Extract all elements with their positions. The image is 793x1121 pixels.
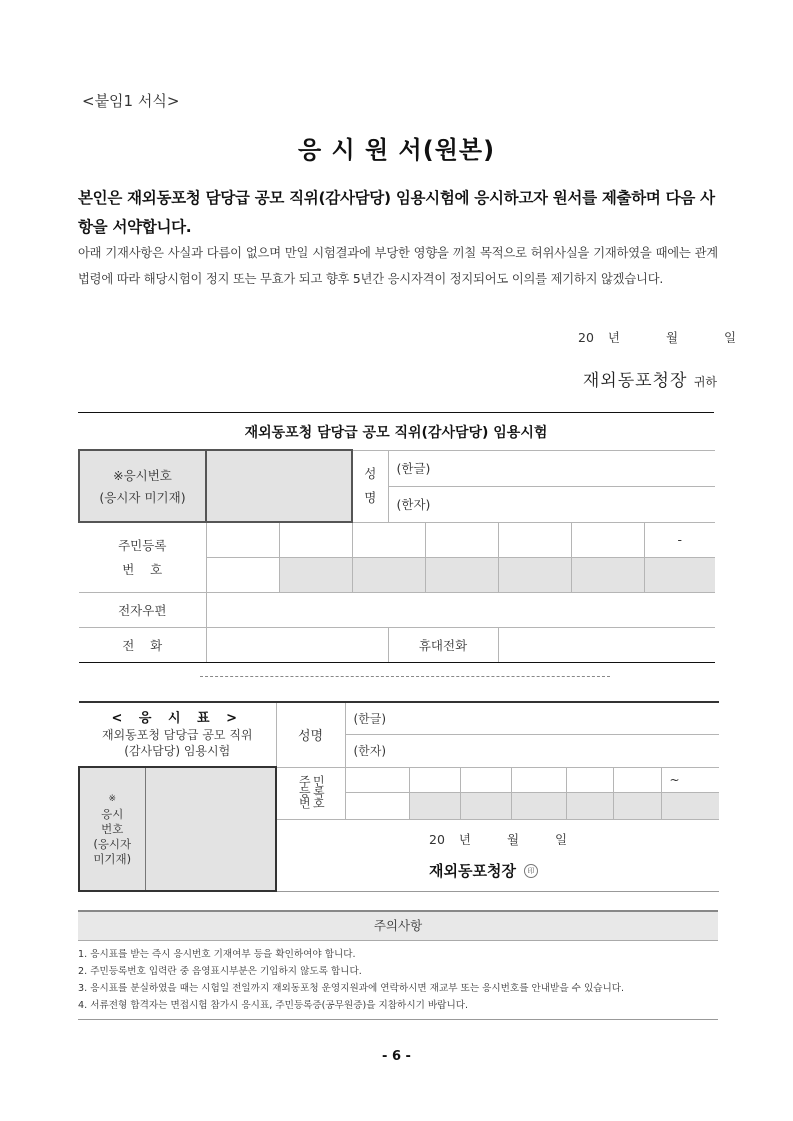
ticket-heading-cell [79,702,276,767]
name-korean-label: (한글) [396,461,431,476]
name-label-2: 명 [364,490,377,505]
resident-digit-input[interactable] [498,522,571,558]
ticket-resident-digit-input[interactable] [511,767,566,792]
resident-digit-input[interactable] [425,522,498,558]
ticket-resident-digit-shaded [613,792,661,819]
notice-item: 4. 서류전형 합격자는 면접시험 참가시 응시표, 주민등록증(공무원증)을 지참하시기 바랍니다. [78,1000,469,1011]
ticket-exam-number-label-1: 응시 [101,806,124,821]
page-number: - 6 - [382,1049,411,1064]
ticket-subtitle-1: 재외동포청 담당급 공모 직위 [101,727,253,742]
exam-ticket-table [78,701,719,892]
resident-separator-cell [644,522,715,558]
resident-digit-shaded [279,558,352,593]
form-top-rule [78,412,714,413]
ticket-name-hanja-field[interactable] [345,734,719,767]
ticket-resident-label-col1: 주등번 [297,775,312,808]
application-form-table [78,449,715,663]
ticket-exam-number-label-cell [79,767,145,891]
ticket-date-year: 년 [458,831,471,847]
ticket-exam-number-mark: ※ [108,793,117,804]
ticket-resident-separator-cell [661,767,719,792]
ticket-resident-label [297,775,324,808]
email-label-cell [79,593,206,628]
pledge-body: 아래 기재사항은 사실과 다름이 없으며 만일 시험결과에 부당한 영향을 끼칠 목적으로 허위사실을 기재하였을 때에는 관계법령에 따라 해당시험이 정지 또는 무효가 되고 향후 5년간 응시자격이 정지되어도 이의를 제기하지 않겠습니다. [78,246,718,286]
ticket-issue-cell [276,819,719,891]
notice-item: 3. 응시표를 분실하였을 때는 시험일 전일까지 재외동포청 운영지원과에 연락하시면 재교부 또는 응시번호를 안내받을 수 있습니다. [78,983,625,994]
ticket-resident-label-col2: 민록호 [311,775,326,808]
name-label-1: 성 [364,466,377,481]
page-title: 응 시 원 서(원본) [297,136,496,164]
resident-digit-input[interactable] [352,522,425,558]
ticket-name-hanja-label: (한자) [353,744,387,758]
resident-digit-shaded [571,558,644,593]
ticket-resident-digit-shaded [661,792,719,819]
email-input[interactable] [206,593,715,628]
attachment-label: <붙임1 서식> [82,92,180,110]
phone-label: 전 화 [122,638,163,653]
notice-title: 주의사항 [78,910,718,941]
ticket-resident-digit-input[interactable] [566,767,613,792]
notice-item: 1. 응시표를 받는 즉시 응시번호 기재여부 등을 확인하여야 합니다. [78,949,356,960]
ticket-exam-number-input[interactable] [145,767,276,891]
recipient [583,366,717,391]
ticket-resident-digit-input[interactable] [460,767,511,792]
ticket-date-year-prefix: 20 [429,831,445,847]
ticket-resident-label-cell [276,767,345,819]
date-day-label: 일 [724,330,737,345]
notice-list [78,946,728,1014]
resident-number-label-cell [79,522,206,593]
ticket-exam-number-note-1: (응시자 [93,836,132,851]
phone-label-cell [79,628,206,663]
cut-line [200,676,610,677]
mobile-label: 휴대전화 [418,638,468,653]
name-korean-field[interactable] [388,450,715,486]
resident-digit-shaded [644,558,715,593]
ticket-resident-digit-shaded [409,792,460,819]
notice-item: 2. 주민등록번호 입력란 중 음영표시부분은 기입하지 않도록 합니다. [78,966,362,977]
ticket-title: < 응 시 표 > [111,710,244,726]
ticket-date [429,830,719,848]
resident-digit-input[interactable] [571,522,644,558]
ticket-resident-digit-input[interactable] [345,767,409,792]
exam-number-input[interactable] [206,450,352,522]
form-title: 재외동포청 담당급 공모 직위(감사담당) 임용시험 [244,425,548,441]
application-date [578,328,736,346]
resident-digit-input[interactable] [279,522,352,558]
mobile-label-cell [388,628,498,663]
resident-digit-shaded [498,558,571,593]
ticket-resident-digit-input[interactable] [613,767,661,792]
ticket-name-korean-label: (한글) [353,711,387,726]
ticket-resident-digit-input[interactable] [409,767,460,792]
ticket-date-day: 일 [555,831,568,847]
phone-input[interactable] [206,628,388,663]
date-year-label: 년 [607,330,620,345]
ticket-resident-separator: ~ [669,772,680,787]
exam-number-label: ※응시번호 [113,468,172,483]
seal-icon: 印 [524,864,538,878]
name-hanja-label: (한자) [396,497,431,512]
ticket-subtitle-2: (감사담당) 임용시험 [124,743,231,758]
pledge-statement: 본인은 재외동포청 담당급 공모 직위(감사담당) 임용시험에 응시하고자 원서를 제출하며 다음 사항을 서약합니다. [78,189,715,236]
ticket-issuer: 재외동포청장 [429,861,516,880]
ticket-name-label: 성명 [297,729,324,745]
ticket-resident-digit-shaded [511,792,566,819]
exam-number-note: (응시자 미기재) [99,490,186,505]
ticket-exam-number-note-2: 미기재) [93,851,132,866]
resident-number-label-1: 주민등록 [118,537,167,553]
ticket-issuer-line [429,860,719,881]
date-year-prefix: 20 [578,330,594,345]
recipient-suffix: 귀하 [693,375,717,389]
notice-bottom-rule [78,1019,718,1020]
name-label-cell [352,450,388,522]
ticket-resident-digit-shaded [460,792,511,819]
recipient-name: 재외동포청장 [582,371,688,391]
ticket-resident-digit-input[interactable] [345,792,409,819]
exam-number-label-cell [79,450,206,522]
resident-digit-input[interactable] [206,522,279,558]
email-label: 전자우편 [118,603,167,618]
resident-digit-shaded [425,558,498,593]
resident-separator: - [677,532,683,548]
name-hanja-field[interactable] [388,486,715,522]
ticket-name-korean-field[interactable] [345,702,719,734]
ticket-exam-number-label-2: 번호 [101,821,124,836]
resident-digit-input[interactable] [206,558,279,593]
date-month-label: 월 [665,330,679,345]
resident-digit-shaded [352,558,425,593]
ticket-date-month: 월 [506,831,520,847]
ticket-name-label-cell [276,702,345,767]
ticket-resident-digit-shaded [566,792,613,819]
resident-number-label-2: 번 호 [122,561,163,577]
mobile-input[interactable] [498,628,715,663]
